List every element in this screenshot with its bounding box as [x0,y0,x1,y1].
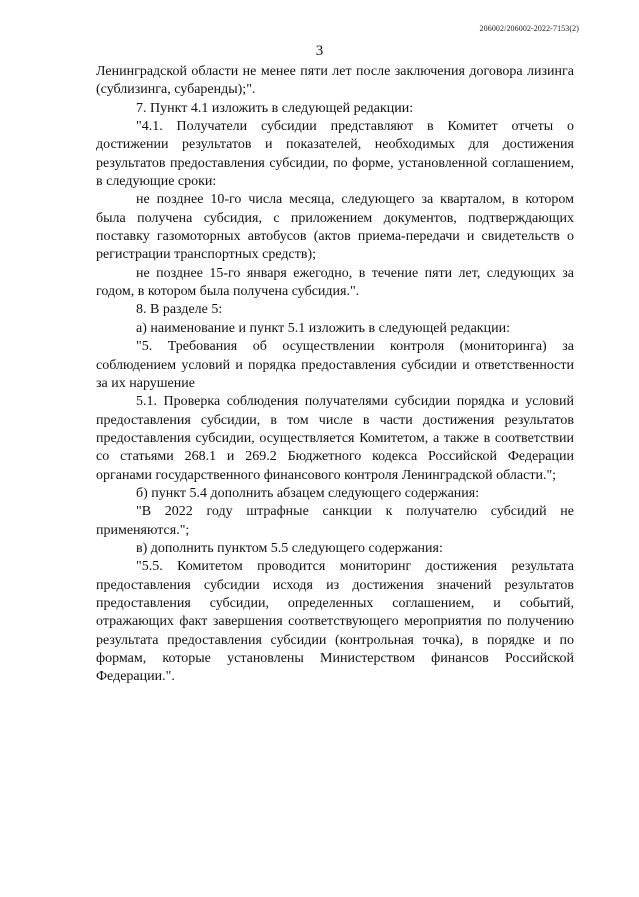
paragraph: не позднее 10-го числа месяца, следующего за кварталом, в котором была получена субсидия, с приложением документов, подтверждающих поставку газомоторных автобусов (актов приема-передачи и свидетельств о регистрации транспортных средств); [96,192,574,263]
paragraph: "В 2022 году штрафные санкции к получателю субсидий не применяются."; [96,504,574,538]
paragraph: Ленинградской области не менее пяти лет после заключения договора лизинга (сублизинга, субаренды);". [96,64,574,98]
paragraph: "5. Требования об осуществлении контроля (мониторинга) за соблюдением условий и порядка предоставления субсидии и ответственности за их нарушение [96,339,574,391]
paragraph: 7. Пункт 4.1 изложить в следующей редакции: [136,100,414,116]
paragraph: "5.5. Комитетом проводится мониторинг достижения результата предоставления субсидии исходя из достижения значений результатов предоставления субсидии, определенных соглашением, и событий, отражающих факт завершения соответствующего мероприятия по получению результата предоставления субсидии (контрольная точка), в порядке и по формам, которые установлены Министерством финансов Российской Федерации.". [96,559,574,685]
page-number: 3 [315,43,324,59]
paragraph: в) дополнить пунктом 5.5 следующего содержания: [136,540,443,556]
paragraph: 8. В разделе 5: [136,302,223,318]
paragraph: не позднее 15-го января ежегодно, в течение пяти лет, следующих за годом, в котором была получена субсидия.". [96,265,574,300]
paragraph: б) пункт 5.4 дополнить абзацем следующего содержания: [136,485,480,501]
document-body [96,63,574,687]
paragraph: 5.1. Проверка соблюдения получателями субсидии порядка и условий предоставления субсидии, в том числе в части достижения результатов предоставления субсидии, осуществляется Комитетом, а также в соответствии со статьями 268.1 и 269.2 Бюджетного кодекса Российской Федерации органами государственного финансового контроля Ленинградской области."; [96,394,574,483]
document-id: 206002/206002-2022-7153(2) [479,24,579,33]
paragraph: а) наименование и пункт 5.1 изложить в следующей редакции: [136,320,510,336]
paragraph: "4.1. Получатели субсидии представляют в Комитет отчеты о достижении результатов и показателей, необходимых для достижения результатов предоставления субсидии, по форме, установленной соглашением, в следующие сроки: [96,119,574,190]
